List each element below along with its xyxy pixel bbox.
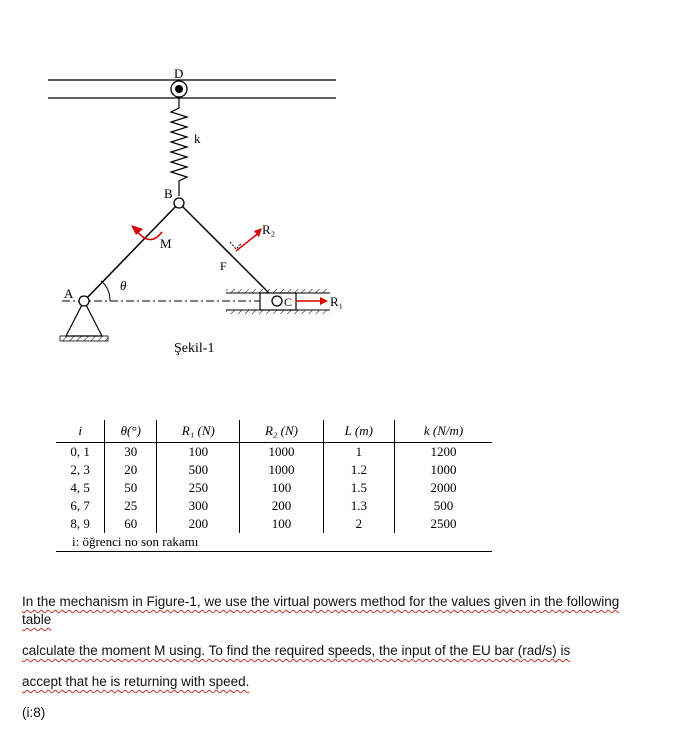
cell: 20 — [105, 461, 157, 479]
label-c: C — [284, 295, 293, 309]
table-note: i: öğrenci no son rakamı — [56, 533, 492, 552]
angle-theta-arc — [101, 281, 110, 301]
cell: 60 — [105, 515, 157, 533]
label-r1: R₁ — [330, 294, 344, 309]
table-row — [56, 497, 492, 515]
cell: 1200 — [395, 443, 492, 462]
cell: 25 — [105, 497, 157, 515]
cell: 500 — [395, 497, 492, 515]
header-i: i — [78, 423, 82, 438]
cell: 100 — [157, 443, 240, 462]
header-r1: R₁ (N) — [157, 420, 240, 443]
header-k: k (N/m) — [395, 420, 492, 443]
cell: 1000 — [240, 461, 323, 479]
force-r1-arrowhead — [320, 297, 328, 305]
cell: 1 — [323, 443, 395, 462]
label-f: F — [220, 259, 227, 273]
table-row — [56, 479, 492, 497]
question-line-3: calculate the moment M using. To find the required speeds, the input of the EU bar (rad/s) is — [22, 643, 571, 658]
link-ab — [84, 203, 179, 301]
slider-guide-bottom — [226, 310, 330, 314]
cell: 2 — [323, 515, 395, 533]
table-row — [56, 461, 492, 479]
label-k: k — [194, 131, 201, 146]
cell: 4, 5 — [70, 480, 90, 495]
moment-m-arrowhead — [131, 225, 143, 235]
table-row — [56, 443, 492, 462]
figure-caption: Şekil-1 — [174, 341, 215, 356]
table-note-row — [56, 533, 492, 552]
question-line-2: table — [22, 612, 52, 627]
cell: 50 — [105, 479, 157, 497]
label-a: A — [64, 286, 74, 301]
label-r2: R₂ — [262, 222, 276, 237]
header-l: L (m) — [323, 420, 395, 443]
table-row — [56, 515, 492, 533]
label-theta: θ — [120, 278, 127, 293]
label-d: D — [174, 66, 184, 81]
cell: 1.2 — [323, 461, 395, 479]
label-m: M — [160, 236, 172, 251]
cell: 1000 — [240, 443, 323, 462]
slider-guide-top — [226, 289, 330, 293]
header-theta: θ(°) — [105, 420, 157, 443]
pivot-d-inner — [175, 85, 183, 93]
spring-k — [171, 97, 187, 196]
cell: 1.3 — [323, 497, 395, 515]
cell: 6, 7 — [70, 498, 90, 513]
cell: 1000 — [395, 461, 492, 479]
pivot-c — [272, 296, 282, 306]
cell: 1.5 — [323, 479, 395, 497]
cell: 2000 — [395, 479, 492, 497]
force-r2-line — [236, 232, 260, 251]
cell: 200 — [240, 497, 323, 515]
header-r2: R₂ (N) — [240, 420, 323, 443]
cell: 300 — [157, 497, 240, 515]
pivot-b — [174, 198, 184, 208]
cell: 8, 9 — [70, 516, 90, 531]
pivot-a — [79, 296, 89, 306]
question-line-1: In the mechanism in Figure-1, we use the virtual powers method for the values given in the following — [22, 594, 620, 609]
cell: 500 — [157, 461, 240, 479]
link-bc — [179, 203, 277, 301]
question-line-4: accept that he is returning with speed. — [22, 674, 250, 689]
cell: 100 — [240, 479, 323, 497]
label-b: B — [164, 186, 173, 201]
cell: 0, 1 — [56, 443, 105, 462]
question-line-5: (i:8) — [22, 705, 46, 720]
support-a-ground — [60, 336, 108, 341]
cell: 2500 — [395, 515, 492, 533]
cell: 250 — [157, 479, 240, 497]
cell: 200 — [157, 515, 240, 533]
cell: 2, 3 — [70, 462, 90, 477]
parameter-table — [56, 420, 492, 552]
cell: 100 — [240, 515, 323, 533]
cell: 30 — [105, 443, 157, 462]
